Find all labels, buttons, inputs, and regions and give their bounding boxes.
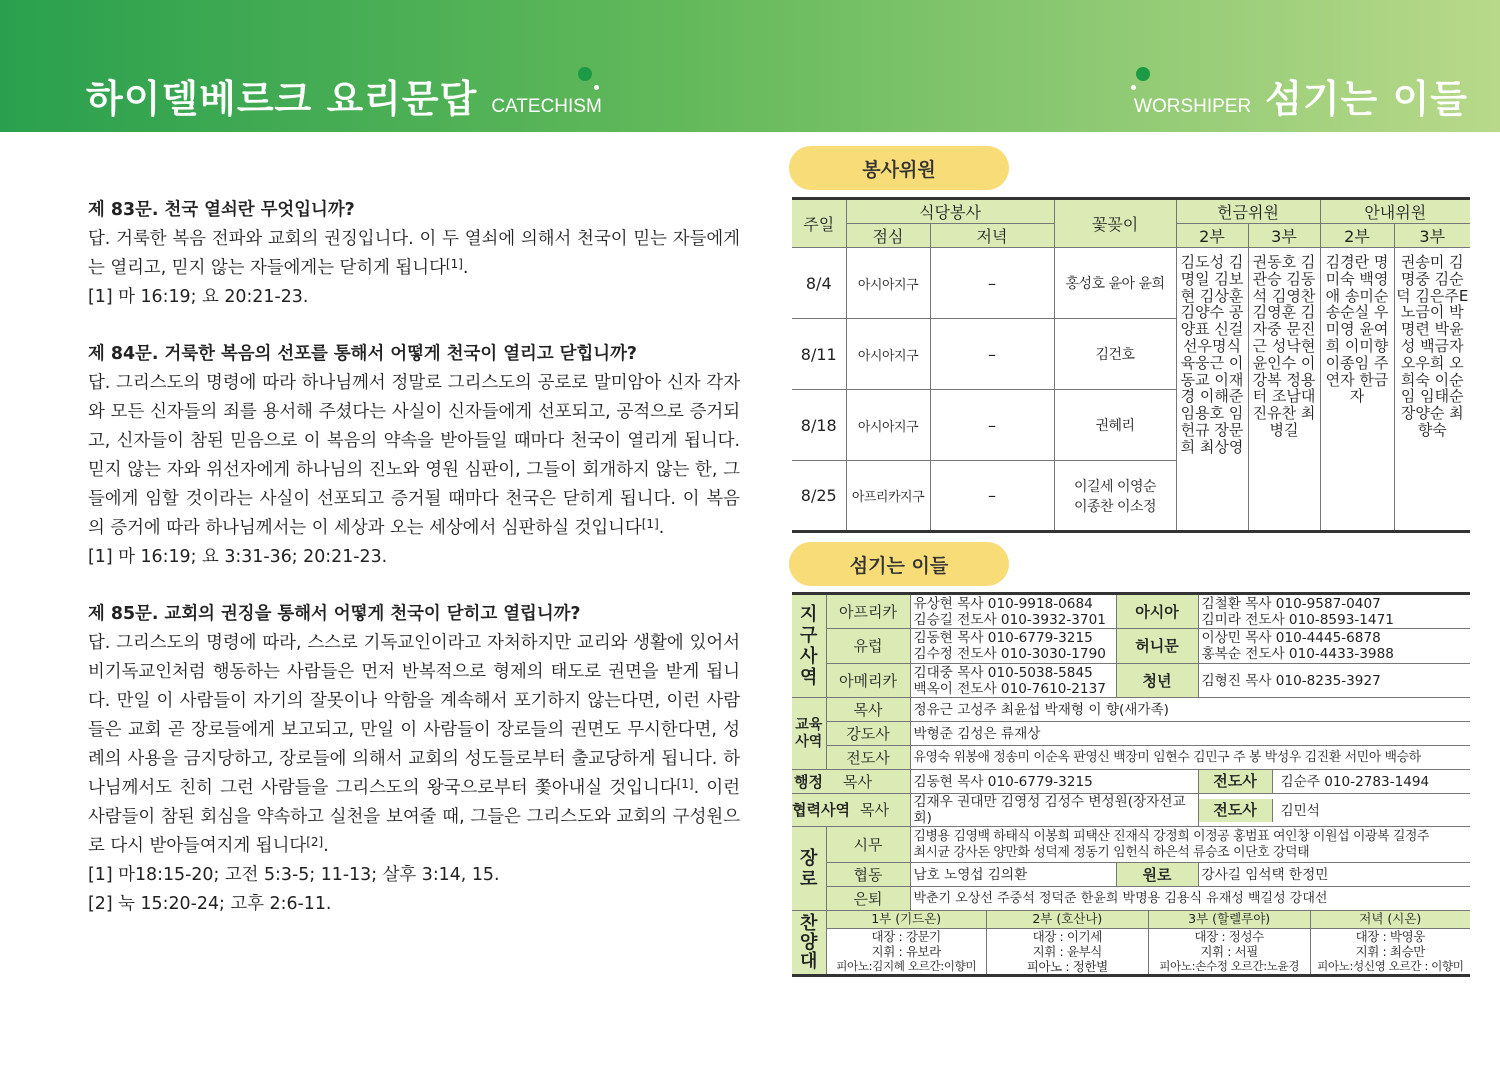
usher-3-names: 권송미 김명중 김순덕 김은주E 노금이 박명련 박윤성 백금자 오우희 오희숙 이순임 임태순 장양순 최향숙 bbox=[1394, 248, 1470, 532]
elders-retired: 박춘기 오상선 주중석 정덕준 한윤희 박명용 김용식 유재성 백길성 강대선 bbox=[910, 887, 1470, 911]
answer-85: 답. 그리스도의 명령에 따라, 스스로 기독교인이라고 자처하지만 교리와 생활에 있어서 비기독교인처럼 행동하는 사람들은 먼저 반복적으로 형제의 태도로 권면을 받게 됩니다. 만일 이 사람들이 자기의 잘못이나 악함을 계속해서 포기하지 않는다면, 이런 사람들은 교회 곧 장로들에게 보고되고, 만일 이 사람들이 장로들의 권면도 무시한다면, 성례의 사용을 금지당하고, 장로들에 의해서 교회의 성도들로부터 출교당하게 됩니다. 하나님께서도 친히 그런 사람들을 그리스도의 왕국으로부터 쫓아내실 것입니다[1]. 이런 사람들이 참된 회심을 약속하고 실천을 보여줄 때, 그들은 그리스도와 교회의 구성원으로 다시 받아들여지게 됩니다[2]. bbox=[88, 633, 741, 856]
choir-1-info: 대장 : 강문기 지휘 : 유보라 피아노:김지혜 오르간:이향미 bbox=[827, 928, 987, 974]
header-flower: 꽃꽂이 bbox=[1054, 199, 1176, 248]
row-lunch: 아시아지구 bbox=[846, 248, 930, 319]
edu-evangelist-label: 전도사 bbox=[826, 746, 910, 770]
row-flower: 이길세 이영순 이종찬 이소정 bbox=[1054, 461, 1176, 532]
choir-3-name: 3부 (할렐루야) bbox=[1148, 911, 1310, 928]
europe-label: 유럽 bbox=[826, 629, 910, 664]
asia-label: 아시아 bbox=[1116, 594, 1198, 629]
volunteer-table bbox=[792, 197, 1470, 533]
edu-pastor-label: 목사 bbox=[826, 698, 910, 722]
worshiper-title: 섬기는 이들 bbox=[1265, 77, 1468, 121]
usher-2-names: 김경란 명미숙 백영애 송미순 송순실 우미영 윤여희 이미향 이종임 주연자 한금자 bbox=[1320, 248, 1394, 532]
coop-label: 협력사역 목사 bbox=[792, 794, 910, 827]
edu-lecturers: 박형준 김성은 류재상 bbox=[910, 722, 1470, 746]
reference-85-1: [1] 마18:15-20; 고전 5:3-5; 11-13; 살후 3:14, 15. bbox=[88, 865, 500, 885]
education-label: 교육사역 bbox=[792, 698, 826, 770]
volunteer-title-badge: 봉사위원 bbox=[789, 146, 1009, 190]
reference-84: [1] 마 16:19; 요 3:31-36; 20:21-23. bbox=[88, 547, 388, 567]
america-contacts: 김대중 목사 010-5038-5845 백옥이 전도사 010-7610-2137 bbox=[910, 664, 1116, 698]
catechism-subtitle: CATECHISM bbox=[491, 96, 602, 117]
row-lunch: 아시아지구 bbox=[846, 390, 930, 461]
row-dinner: – bbox=[930, 319, 1054, 390]
reference-85-2: [2] 눅 15:20-24; 고후 2:6-11. bbox=[88, 894, 332, 914]
header-offering-2: 2부 bbox=[1176, 224, 1248, 248]
reference-83: [1] 마 16:19; 요 20:21-23. bbox=[88, 287, 309, 307]
header-dinner: 저녁 bbox=[930, 224, 1054, 248]
answer-84: 답. 그리스도의 명령에 따라 하나님께서 정말로 그리스도의 공로로 말미암아 신자 각자와 모든 신자들의 죄를 용서해 주셨다는 사실이 신자들에게 선포되고, 공적으로 증거되고, 신자들이 참된 믿음으로 이 복음의 약속을 받아들일 때마다 천국이 열리게 됩니다. 믿지 않는 자와 위선자에게 하나님의 진노와 영원 심판이, 그들이 회개하지 않는 한, 그들에게 임할 것이라는 사실이 선포되고 증거될 때마다 천국은 닫히게 됩니다. 이 복음의 증거에 따라 하나님께서는 이 세상과 오는 세상에서 심판하실 것입니다[1]. bbox=[88, 373, 740, 538]
offering-3-names: 권동호 김관승 김동석 김영찬 김영훈 김자중 문진근 성낙현 윤인수 이강복 정용터 조남대 진유찬 최병길 bbox=[1248, 248, 1320, 532]
catechism-section bbox=[88, 196, 740, 919]
row-flower: 김건호 bbox=[1054, 319, 1176, 390]
asia-contacts: 김철환 목사 010-9587-0407 김미라 전도사 010-8593-1471 bbox=[1198, 594, 1470, 629]
elders-retired-label: 은퇴 bbox=[826, 887, 910, 911]
worshiper-heading bbox=[1134, 68, 1468, 123]
catechism-title: 하이델베르크 요리문답 bbox=[86, 77, 478, 121]
header-usher: 안내위원 bbox=[1320, 199, 1470, 224]
edu-pastors: 정유근 고성주 최윤섭 박재형 이 향(새가족) bbox=[910, 698, 1470, 722]
elders-senior: 강사길 임석택 한정민 bbox=[1198, 863, 1470, 887]
admin-label: 행정 목사 bbox=[792, 770, 910, 794]
header-day: 주일 bbox=[792, 199, 846, 248]
choir-3-info: 대장 : 정성수 지휘 : 서필 피아노:손수정 오르간:노윤경 bbox=[1148, 928, 1310, 974]
servants-table bbox=[792, 592, 1470, 977]
choir-grid bbox=[826, 911, 1470, 976]
worshiper-subtitle: WORSHIPER bbox=[1134, 96, 1252, 117]
youth-label: 청년 bbox=[1116, 664, 1198, 698]
row-dinner: – bbox=[930, 248, 1054, 319]
choir-2-name: 2부 (호산나) bbox=[986, 911, 1148, 928]
servants-title-badge: 섬기는 이들 bbox=[789, 542, 1009, 586]
row-flower: 권혜리 bbox=[1054, 390, 1176, 461]
elders-active-label: 시무 bbox=[826, 827, 910, 863]
row-dinner: – bbox=[930, 390, 1054, 461]
decor-dot-icon bbox=[578, 67, 592, 81]
header-usher-3: 3부 bbox=[1394, 224, 1470, 248]
choir-4-info: 대장 : 박영웅 지휘 : 최승만 피아노:성신영 오르간 : 이향미 bbox=[1310, 928, 1470, 974]
choir-2-info: 대장 : 이기세 지휘 : 윤부식 피아노 : 정한별 bbox=[986, 928, 1148, 974]
row-lunch: 아프리카지구 bbox=[846, 461, 930, 532]
page-header bbox=[0, 0, 1500, 132]
elders-senior-label: 원로 bbox=[1116, 863, 1198, 887]
table-row bbox=[792, 248, 1470, 319]
decor-dot-icon bbox=[1136, 67, 1150, 81]
row-flower: 홍성호 윤아 윤희 bbox=[1054, 248, 1176, 319]
row-day: 8/25 bbox=[792, 461, 846, 532]
offering-2-names: 김도성 김명일 김보현 김상훈 김양수 공양표 신걸 선우명식 육웅근 이동교 이재경 이해준 임용호 임헌규 장문희 최상영 bbox=[1176, 248, 1248, 532]
question-85: 제 85문. 교회의 권징을 통해서 어떻게 천국이 닫히고 열립니까? bbox=[88, 604, 581, 624]
choir-label: 찬양대 bbox=[792, 911, 826, 976]
elders-assoc: 남호 노영섭 김의환 bbox=[910, 863, 1116, 887]
catechism-heading bbox=[86, 68, 602, 123]
choir-1-name: 1부 (기드온) bbox=[827, 911, 987, 928]
row-dinner: – bbox=[930, 461, 1054, 532]
youth-contact: 김형진 목사 010-8235-3927 bbox=[1198, 664, 1470, 698]
decor-dot-small-icon bbox=[594, 85, 599, 90]
edu-evangelists: 유영숙 위봉애 정송미 이순옥 판영신 백장미 임현수 김민구 주 봉 박성우 김진환 서민아 백승하 bbox=[910, 746, 1470, 770]
decor-dot-small-icon bbox=[1131, 85, 1136, 90]
elders-label: 장로 bbox=[792, 827, 826, 911]
row-day: 8/4 bbox=[792, 248, 846, 319]
europe-contacts: 김동현 목사 010-6779-3215 김수정 전도사 010-3030-1790 bbox=[910, 629, 1116, 664]
header-usher-2: 2부 bbox=[1320, 224, 1394, 248]
row-day: 8/11 bbox=[792, 319, 846, 390]
row-lunch: 아시아지구 bbox=[846, 319, 930, 390]
admin-evangelist: 전도사 김순주 010-2783-1494 bbox=[1198, 770, 1470, 794]
america-label: 아메리카 bbox=[826, 664, 910, 698]
question-83: 제 83문. 천국 열쇠란 무엇입니까? bbox=[88, 200, 355, 220]
africa-label: 아프리카 bbox=[826, 594, 910, 629]
edu-lecturer-label: 강도사 bbox=[826, 722, 910, 746]
header-lunch: 점심 bbox=[846, 224, 930, 248]
answer-83: 답. 거룩한 복음 전파와 교회의 권징입니다. 이 두 열쇠에 의해서 천국이 믿는 자들에게는 열리고, 믿지 않는 자들에게는 닫히게 됩니다[1]. bbox=[88, 229, 740, 278]
question-84: 제 84문. 거룩한 복음의 선포를 통해서 어떻게 천국이 열리고 닫힙니까? bbox=[88, 344, 637, 364]
elders-assoc-label: 협동 bbox=[826, 863, 910, 887]
elders-active: 김병용 김영백 하태식 이봉희 피택산 진재식 강정희 이정공 홍범표 여인창 이원섭 이광복 길정주 최시균 강사돈 양만화 성덕제 정동기 임헌식 하은석 류승조 이단호 강덕태 bbox=[910, 827, 1470, 863]
row-day: 8/18 bbox=[792, 390, 846, 461]
choir-4-name: 저녁 (시온) bbox=[1310, 911, 1470, 928]
header-offering: 헌금위원 bbox=[1176, 199, 1320, 224]
africa-contacts: 유상현 목사 010-9918-0684 김승길 전도사 010-3932-3701 bbox=[910, 594, 1116, 629]
header-offering-3: 3부 bbox=[1248, 224, 1320, 248]
coop-evangelist: 전도사 김민석 bbox=[1198, 794, 1470, 827]
honeymoon-label: 허니문 bbox=[1116, 629, 1198, 664]
coop-pastors: 김재우 권대만 김영성 김성수 변성원(장자선교회) bbox=[910, 794, 1198, 827]
header-meal: 식당봉사 bbox=[846, 199, 1054, 224]
district-label: 지구사역 bbox=[792, 594, 826, 698]
admin-pastor: 김동현 목사 010-6779-3215 bbox=[910, 770, 1198, 794]
honeymoon-contacts: 이상민 목사 010-4445-6878 홍복순 전도사 010-4433-3988 bbox=[1198, 629, 1470, 664]
